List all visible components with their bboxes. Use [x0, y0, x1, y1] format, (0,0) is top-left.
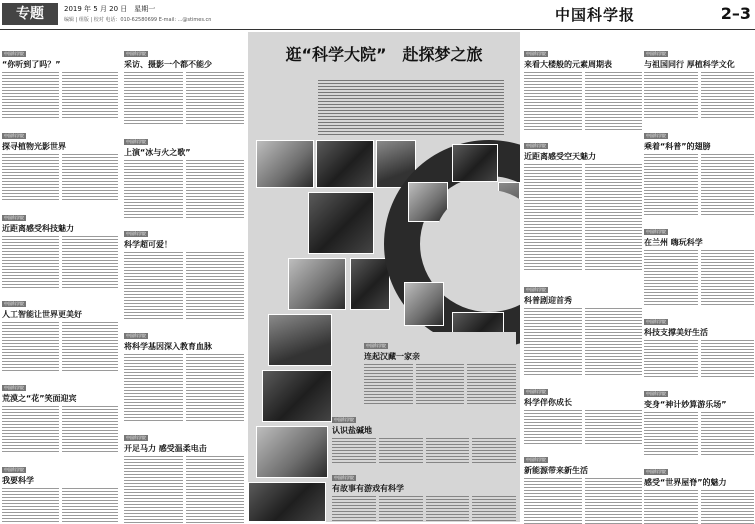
article-title: 科学超可爱！ [124, 240, 172, 249]
feature-panel [248, 32, 520, 522]
article-body [124, 252, 244, 320]
article [2, 122, 118, 202]
article-kicker: 中国科学院 [646, 391, 666, 396]
article-body [124, 160, 244, 218]
article [524, 132, 642, 272]
article-title: 探寻植物光影世界 [2, 142, 66, 151]
article-body [524, 410, 642, 444]
article-title: “你听到了吗？” [2, 60, 61, 69]
article-title: 有故事有游戏有科学 [332, 484, 404, 493]
article-kicker: 中国科学院 [126, 435, 146, 440]
article-title: 与祖国同行 厚植科学文化 [644, 60, 735, 69]
feature-photo [256, 140, 314, 188]
feature-photo [268, 314, 332, 366]
feature-photo [288, 258, 346, 310]
article-title: 科普剧迎首秀 [524, 296, 572, 305]
article-kicker: 中国科学院 [646, 133, 666, 138]
article [124, 128, 244, 218]
article [2, 374, 118, 454]
article-kicker: 中国科学院 [526, 287, 546, 292]
article-body [332, 496, 516, 522]
article-kicker: 中国科学院 [366, 343, 386, 348]
article-kicker: 中国科学院 [126, 139, 146, 144]
article [2, 204, 118, 288]
article-kicker: 中国科学院 [526, 51, 546, 56]
article-body [644, 154, 754, 216]
article-kicker: 中国科学院 [646, 319, 666, 324]
article [524, 40, 642, 130]
article-body [124, 72, 244, 126]
masthead [0, 0, 755, 30]
article [524, 276, 642, 376]
article-body [644, 490, 754, 524]
article-kicker: 中国科学院 [126, 51, 146, 56]
article-title: 采访、摄影一个都不能少 [124, 60, 212, 69]
article [2, 456, 118, 524]
article [124, 322, 244, 422]
article [644, 218, 754, 306]
article-title: 连起汉藏一家亲 [364, 352, 420, 361]
article-title: 人工智能让世界更美好 [2, 310, 82, 319]
article-body [2, 154, 118, 202]
feature-photo [350, 258, 390, 310]
article-kicker: 中国科学院 [126, 333, 146, 338]
article-title: 乘着“科普”的翅膀 [644, 142, 711, 151]
article [644, 122, 754, 216]
feature-article [332, 406, 516, 462]
feature-photo [308, 192, 374, 254]
article [124, 424, 244, 524]
article [524, 378, 642, 444]
page-number: 2–3 [720, 4, 751, 23]
article [124, 220, 244, 320]
article-title: 近距离感受科技魅力 [2, 224, 74, 233]
article-body [2, 322, 118, 372]
article-title: 荒漠之“花”笑面迎宾 [2, 394, 77, 403]
section-tag: 专题 [2, 3, 58, 25]
article-body [2, 236, 118, 288]
article-title: 感受“世界屋脊”的魅力 [644, 478, 727, 487]
article-kicker: 中国科学院 [526, 143, 546, 148]
article-body [524, 72, 642, 130]
article-title: 变身“神计妙算游乐场” [644, 400, 727, 409]
article-body [2, 406, 118, 454]
article [524, 446, 642, 524]
column-d [524, 32, 642, 524]
article-kicker: 中国科学院 [526, 457, 546, 462]
feature-photo [452, 144, 498, 182]
article-body [124, 354, 244, 422]
article [2, 40, 118, 120]
article [644, 40, 754, 120]
article-body [524, 308, 642, 376]
feature-headline: 逛“科学大院” 赴探梦之旅 [285, 45, 483, 64]
article-body [644, 72, 754, 120]
article-title: 上演“冰与火之歌” [124, 148, 191, 157]
article-kicker: 中国科学院 [526, 389, 546, 394]
article-kicker: 中国科学院 [646, 51, 666, 56]
column-b [124, 32, 244, 524]
feature-photo [262, 370, 332, 422]
article-kicker: 中国科学院 [4, 133, 24, 138]
column-e [644, 32, 754, 524]
article-title: 近距离感受空天魅力 [524, 152, 596, 161]
editor-line: 编辑 | 组版 | 校对 电话：010-62580699 E-mail: ...@stimes.cn [64, 17, 212, 23]
feature-photo [404, 282, 444, 326]
feature-article [332, 464, 516, 522]
article-title: 我要科学 [2, 476, 34, 485]
article-body [644, 340, 754, 378]
article-title: 科学伴你成长 [524, 398, 572, 407]
feature-intro [318, 80, 504, 136]
article-title: 新能源带来新生活 [524, 466, 588, 475]
article [2, 290, 118, 372]
issue-date: 2019 年 5 月 20 日 星期一 [64, 5, 156, 13]
article-title: 认识盐碱地 [332, 426, 372, 435]
article-body [524, 164, 642, 272]
article-kicker: 中国科学院 [4, 51, 24, 56]
paper-logo: 中国科学报 [555, 6, 636, 24]
article-body [524, 478, 642, 524]
article-kicker: 中国科学院 [646, 469, 666, 474]
article-kicker: 中国科学院 [4, 301, 24, 306]
article-kicker: 中国科学院 [334, 417, 354, 422]
article-kicker: 中国科学院 [334, 475, 354, 480]
article-body [644, 250, 754, 306]
column-a [2, 32, 118, 524]
article-body [2, 488, 118, 524]
article-body [124, 456, 244, 524]
article [124, 40, 244, 126]
article-kicker: 中国科学院 [646, 229, 666, 234]
article [644, 308, 754, 378]
feature-photo [248, 482, 326, 522]
article-title: 来看大楼般的元素周期表 [524, 60, 612, 69]
article-title: 将科学基因深入教育血脉 [124, 342, 212, 351]
article [644, 380, 754, 456]
article-body [644, 412, 754, 456]
feature-article [364, 332, 516, 404]
article-body [2, 72, 118, 120]
feature-photo [316, 140, 374, 188]
article-kicker: 中国科学院 [126, 231, 146, 236]
article-title: 在兰州 嗨玩科学 [644, 238, 703, 247]
article-title: 开足马力 感受温柔电击 [124, 444, 207, 453]
article-kicker: 中国科学院 [4, 385, 24, 390]
feature-photo [256, 426, 328, 478]
article-kicker: 中国科学院 [4, 215, 24, 220]
article-title: 科技支撑美好生活 [644, 328, 708, 337]
article-kicker: 中国科学院 [4, 467, 24, 472]
article [644, 458, 754, 524]
